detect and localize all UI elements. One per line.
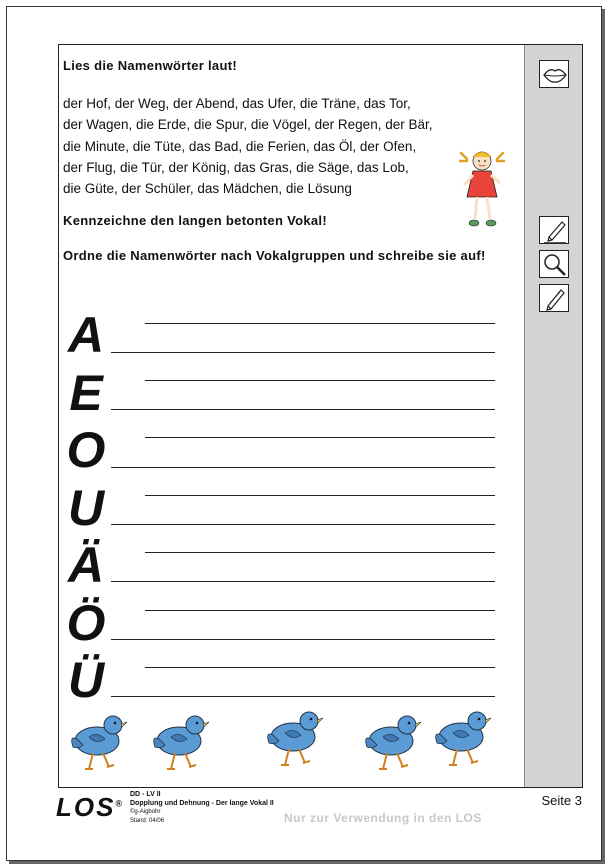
word-line: die Güte, der Schüler, das Mädchen, die Lösung	[63, 181, 352, 197]
girl-illustration	[459, 145, 505, 235]
usage-note: Nur zur Verwendung in den LOS	[284, 811, 482, 825]
writing-line[interactable]	[111, 467, 495, 468]
writing-line[interactable]	[111, 352, 495, 353]
writing-line[interactable]	[145, 437, 495, 438]
word-line: der Flug, die Tür, der König, das Gras, die Säge, das Lob,	[63, 159, 409, 175]
writing-line[interactable]	[145, 667, 495, 668]
writing-line[interactable]	[111, 696, 495, 697]
word-line: der Hof, der Weg, der Abend, das Ufer, die Träne, das Tor,	[63, 96, 411, 111]
vowel-row-ae	[63, 537, 503, 598]
magnifier-icon	[539, 250, 569, 278]
vowel-row-o	[63, 422, 503, 483]
footer-author: ©g-Aigbohr	[130, 809, 161, 815]
footer-stand: Stand: 04/06	[130, 818, 165, 824]
writing-line[interactable]	[145, 323, 495, 324]
word-list	[63, 93, 483, 199]
birds-illustration	[65, 705, 505, 781]
footer-title: Dopplung und Dehnung - Der lange Vokal II	[130, 800, 274, 807]
vowel-row-a	[63, 307, 503, 368]
vowel-letter: E	[69, 365, 103, 421]
vowel-letter: O	[66, 422, 106, 478]
instruction-read: Lies die Namenwörter laut!	[63, 58, 237, 73]
icon-sidebar	[524, 45, 582, 787]
pencil-icon	[539, 216, 569, 244]
mouth-icon	[539, 60, 569, 88]
page-number: Seite 3	[541, 793, 582, 808]
los-logo: LOS®	[56, 792, 125, 822]
writing-line[interactable]	[145, 552, 495, 553]
vowel-letter: Ü	[67, 652, 105, 708]
vowel-letter: A	[67, 307, 105, 363]
footer-meta	[130, 790, 274, 826]
vowel-letter: Ä	[67, 537, 105, 593]
vowel-row-oe	[63, 595, 503, 656]
writing-line[interactable]	[111, 409, 495, 410]
writing-line[interactable]	[111, 639, 495, 640]
vowel-letter: Ö	[66, 595, 106, 651]
worksheet-frame	[58, 44, 583, 788]
footer-code: DD - LV II	[130, 791, 161, 798]
instruction-sort: Ordne die Namenwörter nach Vokalgruppen und schreibe sie auf!	[63, 248, 486, 263]
writing-line[interactable]	[145, 610, 495, 611]
word-line: der Wagen, die Erde, die Spur, die Vögel, der Regen, der Bär,	[63, 117, 433, 133]
writing-line[interactable]	[111, 524, 495, 525]
vowel-row-e	[63, 365, 503, 426]
vowel-letter: U	[67, 480, 105, 536]
vowel-row-u	[63, 480, 503, 541]
writing-line[interactable]	[145, 380, 495, 381]
word-line: die Minute, die Tüte, das Bad, die Ferien, das Öl, der Ofen,	[63, 138, 417, 154]
pencil-icon	[539, 284, 569, 312]
instruction-mark-vowel: Kennzeichne den langen betonten Vokal!	[63, 213, 327, 228]
writing-line[interactable]	[111, 581, 495, 582]
writing-line[interactable]	[145, 495, 495, 496]
